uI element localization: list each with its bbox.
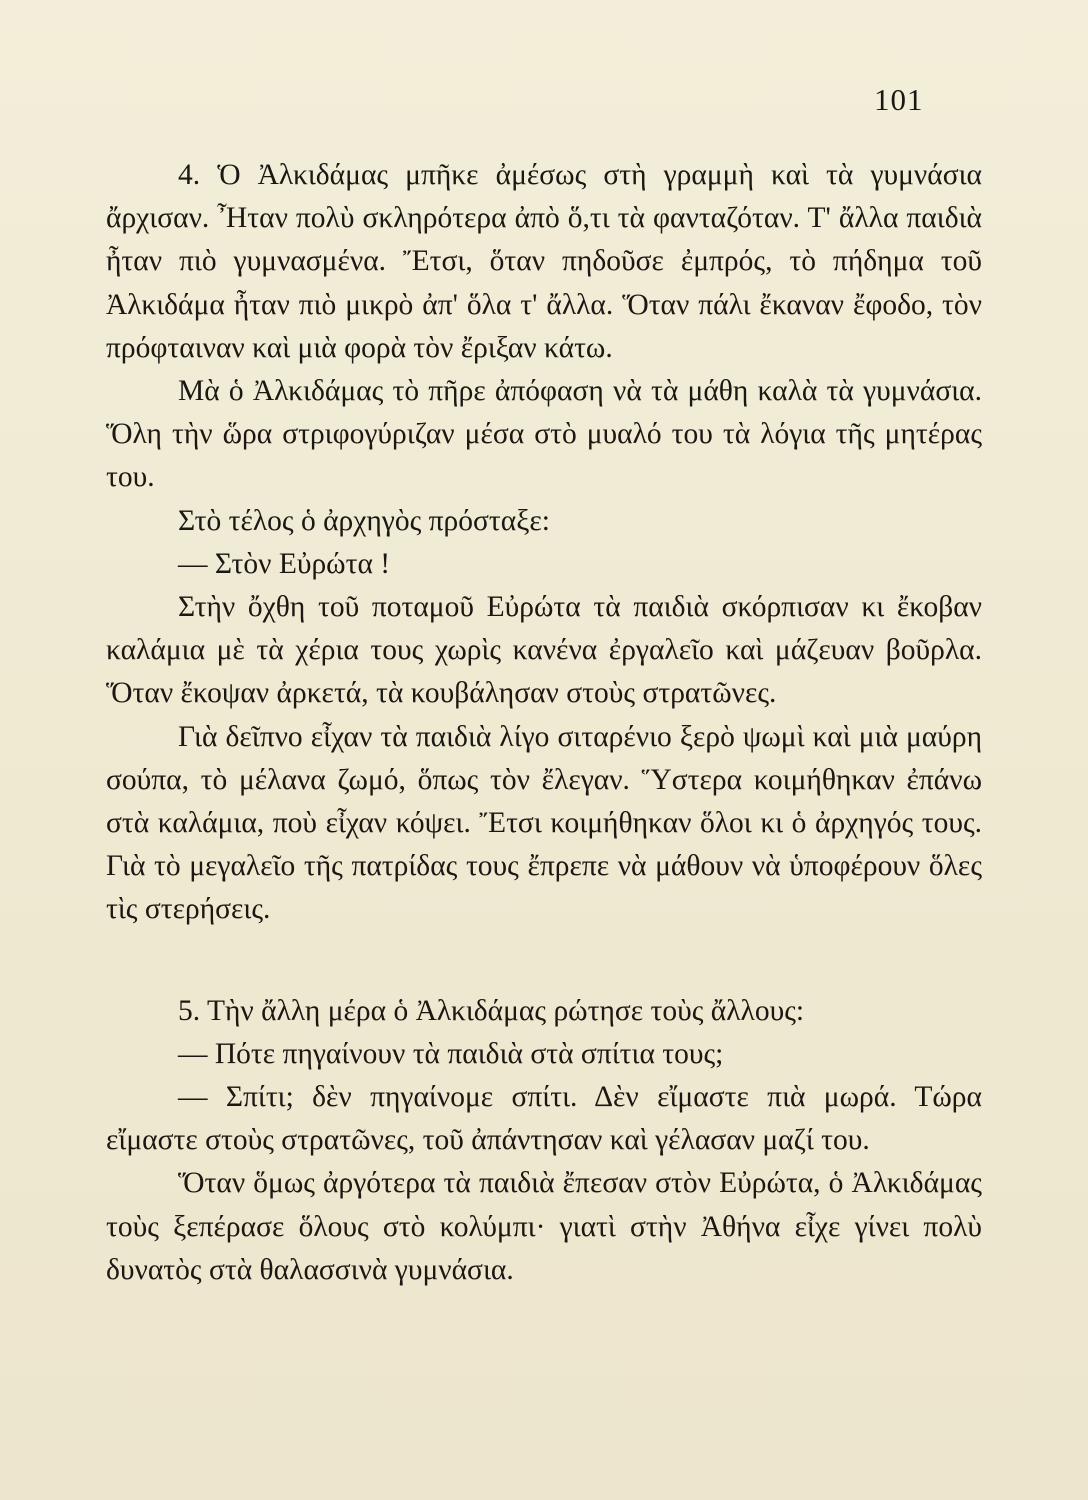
section-4-paragraph-6: Γιὰ δεῖπνο εἶχαν τὰ παιδιὰ λίγο σιταρένιο ξερὸ ψωμὶ καὶ μιὰ μαύρη σούπα, τὸ μέλανα ζωμό, ὅπως τὸν ἔλεγαν. Ὕστερα κοιμήθηκαν ἐπάνω στὰ καλάμια, ποὺ εἶχαν κόψει. Ἔτσι κοιμήθηκαν ὅλοι κι ὁ ἀρχηγός τους. Γιὰ τὸ μεγαλεῖο τῆς πατρίδας τους ἔπρεπε νὰ μάθουν νὰ ὑποφέρουν ὅλες τὶς στερήσεις. [106,720,982,926]
section-4-paragraph-3: Στὸ τέλος ὁ ἀρχηγὸς πρόσταξε: [178,504,550,537]
section-5-paragraph-1: 5. Τὴν ἄλλη μέρα ὁ Ἀλκιδάμας ρώτησε τοὺς ἄλλους: [178,994,805,1027]
section-4-paragraph-5: Στὴν ὄχθη τοῦ ποταμοῦ Εὐρώτα τὰ παιδιὰ σκόρπισαν κι ἔκοβαν καλάμια μὲ τὰ χέρια τους χωρὶς κανένα ἐργαλεῖο καὶ μάζευαν βοῦρλα. Ὅταν ἔκοψαν ἀρκετά, τὰ κουβάλησαν στοὺς στρατῶνες. [106,591,982,710]
section-5-dialogue-2: — Σπίτι; δὲν πηγαίνομε σπίτι. Δὲν εἴμαστε πιὰ μωρά. Τώρα εἴμαστε στοὺς στρατῶνες, τοῦ ἀπάντησαν καὶ γέλασαν μαζί του. [106,1081,982,1157]
section-5-dialogue-1: — Πότε πηγαίνουν τὰ παιδιὰ στὰ σπίτια τους; [178,1037,724,1070]
section-5-paragraph-4: Ὅταν ὅμως ἀργότερα τὰ παιδιὰ ἔπεσαν στὸν Εὐρώτα, ὁ Ἀλκιδάμας τοὺς ξεπέρασε ὅλους στὸ κολύμπι· γιατὶ στὴν Ἀθήνα εἶχε γίνει πολὺ δυνατὸς στὰ θαλασσινὰ γυμνάσια. [106,1167,982,1286]
body-text [106,154,982,1292]
section-4-dialogue: — Στὸν Εὐρώτα ! [178,547,391,580]
page-number: 101 [874,82,924,117]
section-4-paragraph-2: Μὰ ὁ Ἀλκιδάμας τὸ πῆρε ἀπόφαση νὰ τὰ μάθη καλὰ τὰ γυμνάσια. Ὅλη τὴν ὥρα στριφογύριζαν μέσα στὸ μυαλό του τὰ λόγια τῆς μητέρας του. [106,375,982,494]
section-4-paragraph-1: 4. Ὁ Ἀλκιδάμας μπῆκε ἀμέσως στὴ γραμμὴ καὶ τὰ γυμνάσια ἄρχισαν. Ἦταν πολὺ σκληρότερα ἀπὸ ὅ,τι τὰ φανταζόταν. Τ' ἄλλα παιδιὰ ἦταν πιὸ γυμνασμένα. Ἔτσι, ὅταν πηδοῦσε ἐμπρός, τὸ πήδημα τοῦ Ἀλκιδάμα ἦταν πιὸ μικρὸ ἀπ' ὅλα τ' ἄλλα. Ὅταν πάλι ἔκαναν ἔφοδο, τὸν πρόφταιναν καὶ μιὰ φορὰ τὸν ἔριξαν κάτω. [106,159,982,364]
